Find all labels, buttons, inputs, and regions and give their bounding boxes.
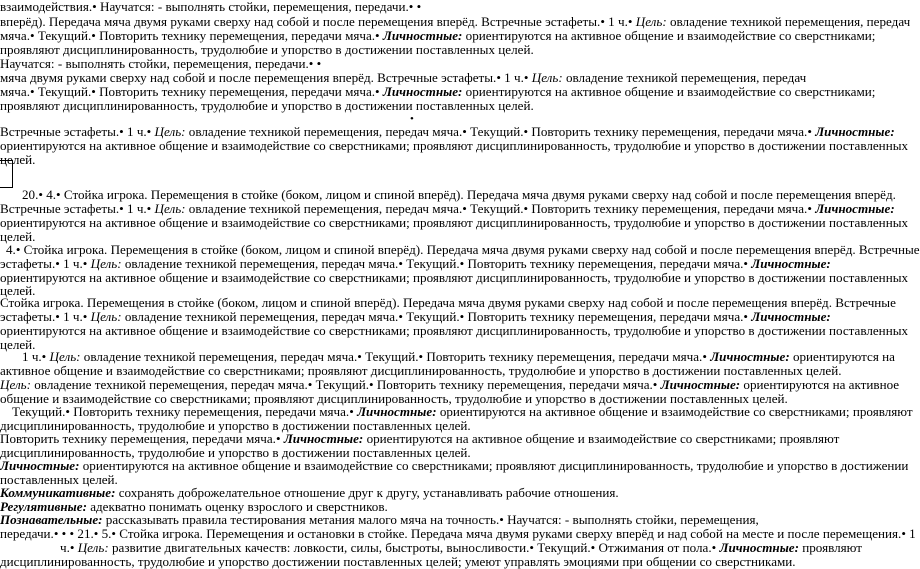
text-line: 20.• 4.• Стойка игрока. Перемещения в стойке (боком, лицом и спиной вперёд). Передача мяча двумя руками сверху над собой и после перемещения вперёд. (22, 187, 896, 202)
text-line: Научатся: - выполнять стойки, перемещения, передачи.• • (0, 56, 322, 71)
text-line: ориентируются на активное общение и взаимодействие со сверстниками; проявляют дисциплинированность, трудолюбие и упорство в достижении поставленных (0, 138, 909, 153)
text-line: общение и взаимодействие со сверстниками; проявляют дисциплинированность, трудолюбие и упорство в достижении поставленных целей. (0, 391, 788, 406)
text-line: дисциплинированность, трудолюбие и упорство в достижении поставленных целей. (0, 445, 471, 460)
text-line: целей. (0, 337, 36, 352)
text-line: передачи.• • • 21.• 5.• Стойка игрока. Перемещения и остановки в стойке. Передача мяча двумя руками сверху вперёд и над собой на месте и после перемещения.• 1 (0, 526, 916, 541)
text-line: целей. (0, 152, 36, 167)
text-line: Текущий.• Повторить технику перемещения, передачи мяча.• Личностные: ориентируются на активное общение и взаимодействие со сверстниками; проявляют (12, 404, 913, 419)
text-line: проявляют дисциплинированность, трудолюбие и упорство в достижении поставленных целей. (0, 98, 534, 113)
text-line: 4.• Стойка игрока. Перемещения в стойке (боком, лицом и спиной вперёд). Передача мяча двумя руками сверху над собой и после перемещения вперёд. Встречные (6, 242, 920, 257)
text-line: ориентируются на активное общение и взаимодействие со сверстниками; проявляют дисциплинированность, трудолюбие и упорство в достижении поставленных (0, 215, 909, 230)
text-line: ориентируются на активное общение и взаимодействие со сверстниками; проявляют дисциплинированность, трудолюбие и упорство в достижении поставленных (0, 323, 909, 338)
text-line: мяча.• Текущий.• Повторить технику перемещения, передачи мяча.• Личностные: ориентируются на активное общение и взаимодействие со сверстниками; (0, 28, 876, 43)
text-line: ч.• Цель: развитие двигательных качеств: ловкости, силы, быстроты, выносливости.• Текущий.• Отжимания от пола.• Личностные: проявляют (60, 540, 863, 555)
text-line: взаимодействия.• Научатся: - выполнять стойки, перемещения, передачи.• • (0, 0, 422, 14)
text-line: дисциплинированность, трудолюбие и упорство достижении поставленных целей; умеют управлять эмоциями при общении со сверстниками. (0, 554, 796, 569)
bullet-marker: • (410, 113, 414, 125)
text-line: активное общение и взаимодействие со сверстниками; проявляют дисциплинированность, трудолюбие и упорство в достижении поставленных целей. (0, 363, 842, 378)
text-line: целей. (0, 283, 36, 298)
text-line: эстафеты.• 1 ч.• Цель: овладение техникой перемещения, передач мяча.• Текущий.• Повторить технику перемещения, передачи мяча.• Личностные: (0, 256, 831, 271)
text-line: мяча двумя руками сверху над собой и после перемещения вперёд. Встречные эстафеты.• 1 ч.• Цель: овладение техникой перемещения, передач (0, 70, 807, 85)
text-line: мяча.• Текущий.• Повторить технику перемещения, передачи мяча.• Личностные: ориентируются на активное общение и взаимодействие со сверстниками; (0, 84, 876, 99)
text-line: Регулятивные: адекватно понимать оценку взрослого и сверстников. (0, 499, 388, 514)
text-line: Стойка игрока. Перемещения в стойке (боком, лицом и спиной вперёд). Передача мяча двумя руками сверху над собой и после перемещения вперёд. Встречные (0, 295, 896, 310)
text-line: ориентируются на активное общение и взаимодействие со сверстниками; проявляют дисциплинированность, трудолюбие и упорство в достижении поставленных (0, 270, 909, 285)
text-line: проявляют дисциплинированность, трудолюбие и упорство в достижении поставленных целей. (0, 42, 534, 57)
text-line: Встречные эстафеты.• 1 ч.• Цель: овладение техникой перемещения, передач мяча.• Текущий.• Повторить технику перемещения, передачи мяча.• Личностные: (0, 124, 895, 139)
text-line: Личностные: ориентируются на активное общение и взаимодействие со сверстниками; проявляют дисциплинированность, трудолюбие и упорство в достижении (0, 458, 909, 473)
text-line: Познавательные: рассказывать правила тестирования метания малого мяча на точность.• Научатся: - выполнять стойки, перемещения, (0, 512, 759, 527)
text-line: дисциплинированность, трудолюбие и упорство в достижении поставленных целей. (0, 418, 471, 433)
text-line: Коммуникативные: сохранять доброжелательное отношение друг к другу, устанавливать рабочие отношения. (0, 485, 619, 500)
text-line: поставленных целей. (0, 472, 118, 487)
text-line: вперёд). Передача мяча двумя руками сверху над собой и после перемещения вперёд. Встречные эстафеты.• 1 ч.• Цель: овладение техникой перемещения, передач (0, 14, 911, 29)
text-line: 1 ч.• Цель: овладение техникой перемещения, передач мяча.• Текущий.• Повторить технику перемещения, передачи мяча.• Личностные: ориентируются на (22, 349, 895, 364)
text-line: эстафеты.• 1 ч.• Цель: овладение техникой перемещения, передач мяча.• Текущий.• Повторить технику перемещения, передачи мяча.• Личностные: (0, 309, 831, 324)
text-line: Встречные эстафеты.• 1 ч.• Цель: овладение техникой перемещения, передач мяча.• Текущий.• Повторить технику перемещения, передачи мяча.• Личностные: (0, 201, 895, 216)
text-line: целей. (0, 229, 36, 244)
table-cell-border (0, 160, 13, 188)
text-line: Цель: овладение техникой перемещения, передач мяча.• Текущий.• Повторить технику перемещения, передачи мяча.• Личностные: ориентируются на активное (0, 377, 900, 392)
text-line: Повторить технику перемещения, передачи мяча.• Личностные: ориентируются на активное общение и взаимодействие со сверстниками; проявляют (0, 431, 840, 446)
